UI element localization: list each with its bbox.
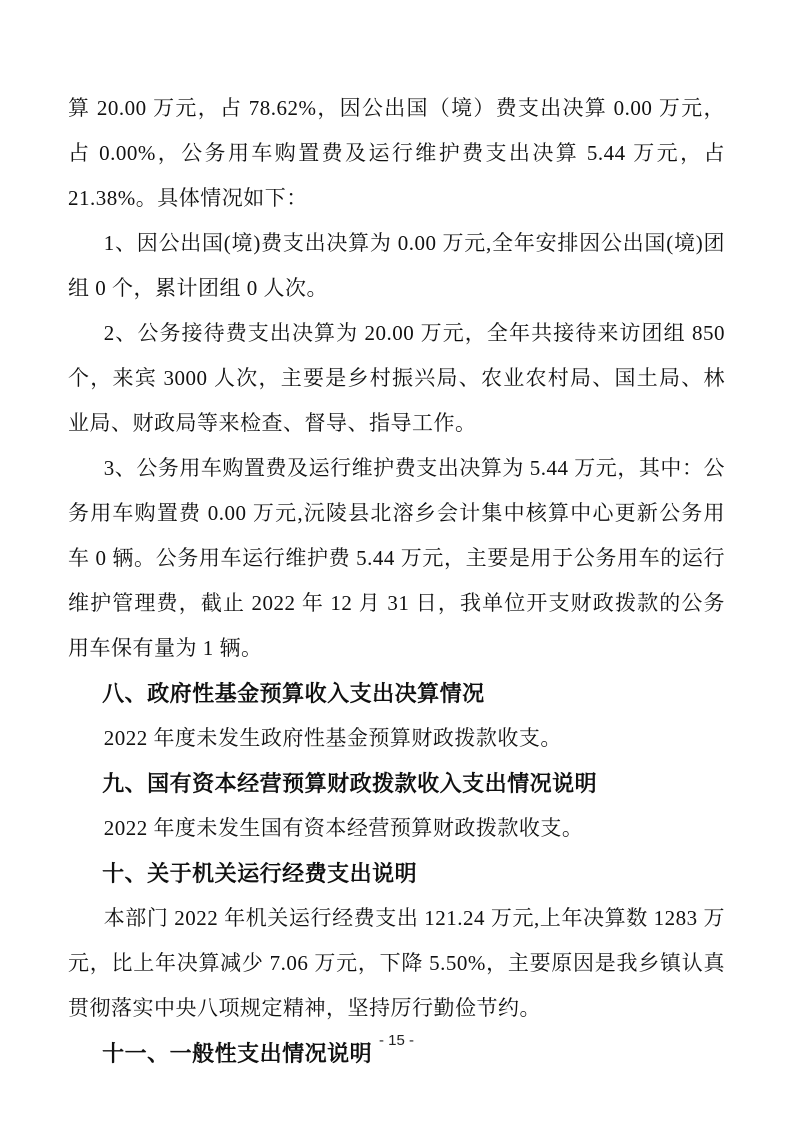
heading-section-11-general-expenditure: 十一、一般性支出情况说明 [102, 1041, 373, 1066]
heading-section-9-state-capital-budget: 九、国有资本经营预算财政拨款收入支出情况说明 [102, 771, 598, 796]
paragraph-section-8-body: 2022 年度未发生政府性基金预算财政拨款收支。 [103, 726, 562, 750]
paragraph-section-9-body: 2022 年度未发生国有资本经营预算财政拨款收支。 [103, 816, 584, 840]
paragraph-section-10-body: 本部门 2022 年机关运行经费支出 121.24 万元,上年决算数 1283 万元，比上年决算减少 7.06 万元，下降 5.50%，主要原因是我乡镇认真贯彻落实中央八项规定精神，坚持厉行勤俭节约。 [68, 906, 725, 1020]
paragraph-continuation-three-public-funds: 算 20.00 万元，占 78.62%，因公出国（境）费支出决算 0.00 万元，占 0.00%，公务用车购置费及运行维护费支出决算 5.44 万元，占 21.38%。具体情况如下： [68, 96, 725, 210]
page-number: - 15 - [378, 1032, 414, 1049]
paragraph-item-1-overseas-travel: 1、因公出国(境)费支出决算为 0.00 万元,全年安排因公出国(境)团组 0 个，累计团组 0 人次。 [68, 231, 725, 300]
heading-section-8-government-fund-budget: 八、政府性基金预算收入支出决算情况 [102, 681, 485, 706]
paragraph-item-3-official-vehicles: 3、公务用车购置费及运行维护费支出决算为 5.44 万元，其中：公务用车购置费 0.00 万元,沅陵县北溶乡会计集中核算中心更新公务用车 0 辆。公务用车运行维护费 5.44 万元，主要是用于公务用车的运行维护管理费，截止 2022 年 12 月 31 日，我单位开支财政拨款的公务用车保有量为 1 辆。 [68, 456, 725, 660]
heading-section-10-operating-expenses: 十、关于机关运行经费支出说明 [102, 861, 418, 886]
paragraph-item-2-official-reception: 2、公务接待费支出决算为 20.00 万元，全年共接待来访团组 850 个，来宾 3000 人次，主要是乡村振兴局、农业农村局、国土局、林业局、财政局等来检查、督导、指导工作。 [68, 321, 725, 435]
